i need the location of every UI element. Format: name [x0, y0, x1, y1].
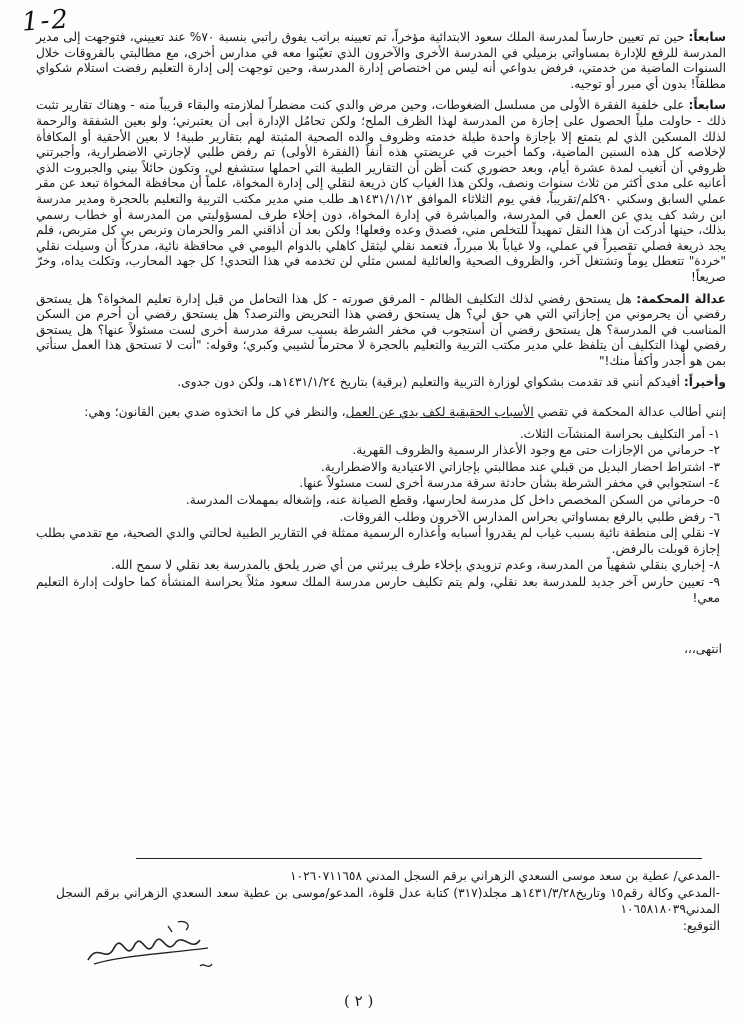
paragraph-label: سابعاً: [688, 98, 726, 113]
paragraph-seventh-salary [36, 30, 726, 92]
list-item: ٢- حرماني من الإجازات حتى مع وجود الأعذار الرسمية والظروف القهرية. [352, 443, 720, 458]
closing-text: انتهى،،، [683, 642, 722, 657]
request-underlined-text: الأسباب الحقيقية لكف يدي عن العمل [345, 405, 534, 420]
list-item: ٤- استجوابي في مخفر الشرطة بشأن حادثة سرقة مدرسة أخرى لست مسئولاً عنها. [299, 476, 720, 491]
list-item: ١- أمر التكليف بحراسة المنشآت الثلاث. [519, 426, 720, 441]
list-item: ٧- نقلي إلى منطقة نائية بسبب غياب لم يقدروا أسبابه وأعذاره الرسمية ممثلة في التقارير الطبية لحالتي والدي الصحية، مع تقدمي بطلب إجازة قوبلت بالرفض. [36, 526, 720, 556]
signature-label: التوقيع: [682, 918, 720, 933]
list-item: ٨- إخباري بنقلي شفهياً من المدرسة، وعدم تزويدي بإخلاء طرف يبرئني من أي ضرر يلحق بالمدرسة بعد نقلي لا سمح الله. [110, 558, 720, 573]
paragraph-court-questions [36, 292, 726, 370]
document-body [36, 30, 726, 658]
list-item: ٣- اشتراط احضار البديل من قبلي عند مطالبتي بإجازاتي الاعتيادية والاضطرارية. [320, 459, 720, 474]
paragraph-text: هل يستحق رفضي لذلك التكليف الظالم - المرفق صورته - كل هذا التحامل من قبل إدارة تعليم المخواة؟ هل يستحق رفضي أن يحرموني من إجازاتي التي هي حق لي؟ هل يستحق رفضي هذا التحريض والترصد؟ هل يستحق رفضي أن أحرم من السكن المناسب في المدرسة؟ هل يستحق رفضي أن أستجوب في مخفر الشرطة بسبب سرقة مدرسة أخرى لست مسئولاً عنها؟ هل يستحق رفضي لهذا التكليف أن يتلفظ علي مدير مكتب التربية والتعليم بالحجرة لا محترماً لشيبي وكبري؛ وقوله: "أنت لا تستحق هذا العمل سنأتي بمن هو أجدر وأكفأ منك!" [36, 291, 726, 368]
handwritten-signature [80, 912, 230, 978]
paragraph-text: حين تم تعيين حارساً لمدرسة الملك سعود الابتدائية مؤخراً، تم تعيينه براتب يفوق راتبي بنسبة ٧٠% عند تعييني، فتوجهت إلى مدير المدرسة للرفع للإدارة بمساواتي بزميلي في المدرسة الأخرى والآخرون الذي تعيّنوا معه في مدارس أخرى، مع مطالبتي بالفروقات خلال السنوات الماضية من خدمتي، فرفض بدواعي أنه ليس من اختصاص إدارة المدرسة، وحين توجهت إلى إدارة التعليم رفضت استلام شكواي مطلقاً! بدون أي مبرر أو توجيه. [36, 30, 726, 91]
list-item: ٥- حرماني من السكن المخصص داخل كل مدرسة لحارسها، وقطع الصيانة عنه، وإشغاله بمهملات المدرسة. [185, 493, 720, 508]
paragraph-seventh-transfer [36, 98, 726, 285]
handwritten-page-number: 1-2 [21, 4, 71, 38]
paragraph-text: أفيدكم أنني قد تقدمت بشكواي لوزارة التربية والتعليم (برقية) بتاريخ ١٤٣١/١/٢٤هـ، ولكن دون جدوى. [177, 375, 684, 390]
footer-page-number: ( ٢ ) [344, 992, 374, 1010]
requests-list [36, 427, 726, 607]
paragraph-text: على خلفية الفقرة الأولى من مسلسل الضغوطات، وحين مرض والدي كنت مضطراً لملازمته والبقاء قريباً منه - وهناك تقارير تثبت ذلك - حاولت ملياً الحصول على إجازة من المدرسة لهذا الظرف الملح؛ ولكن تحامُل الإدارة أبى أن يعتبرني؛ ولو بعين الشفقة والرحمة لذلك المسكين الذي لم يتمتع إلا بإجازة واحدة طيلة خدمته وظروف والده الصحية المثبتة لهم بتقارير طبية! لا بعين الأحقية أو المكافأة لإخلاصه كل هذه السنين الماضية، وكما أخبرت في عريضتي هذه أنفاً (الفقرة الأولى) تم رفض طلبي لإجازتي الاضطرارية، وأجبرتني ظروفي أن أتغيب لمدة عشرة أيام، وبعد حضوري كنت أظن أن التقارير الطبية التي احملها ستشفع لي، وتكون حائلاً بيني والجبروت الذي أعانيه على مدى أكثر من ثلاث سنوات ونصف، ولكن هذا الغياب كان ذريعة لنقلي إلى إدارة المخواة، علماً أن محافظة المخواة تبعد عن مقر عملي السابق وسكني ٩٠كلم/تقريباً، ففي يوم الثلاثاء الموافق ١٤٣١/١/١٢هـ طلب مني مدير مكتب التربية والتعليم بالحجرة ومدير مدرسة ابن رشد كف يدي عن العمل في المدرسة، والمباشرة في إدارة المخواة، دون إخلاء طرف لمسؤوليتي من المدرسة أو خطاب رسمي بذلك، حينها أدركت أن هذا النقل تمهيداً للتخلص مني، فصدق وعده وفعلها! ولكن بعد أن أذاقني المر والحرمان وتربص بي كل متربص، فلم يجد ذريعة فصلي تقصيراً في عملي، ولا غياباً بلا مبرراً، فتعمد نقلي ليثقل كاهلي بالدوام اليومي في محافظة نائية، مدركاً أن وسيلت نقلي "خردة" تتعطل يوماً وتشتغل آخر، والظروف الصحية والعائلية لمسن مثلي لن تخدمه في هذا التحدي! كل جهد المحارب، وتكلت يداه، وخرّ صريعاً! [36, 98, 726, 284]
paragraph-label: سابعاً: [688, 30, 726, 44]
paragraph-label: وأخيراً: [683, 375, 726, 390]
request-intro-tail: ، والنظر في كل ما اتخذوه ضدي بعين القانون؛ وهي: [84, 405, 346, 420]
request-intro-text: إنني أطالب عدالة المحكمة في تقصي [533, 405, 726, 420]
list-item: ٦- رفض طلبي بالرفع بمساواتي بحراس المدارس الآخرون وطلب الفروقات. [339, 509, 720, 524]
list-item: ٩- تعيين حارس آخر جديد للمدرسة بعد نقلي، ولم يتم تكليف حارس مدرسة الملك سعود مثلاً بحراسة المنشأة كما حاولت إدارة التعليم معي! [36, 575, 720, 605]
plaintiff-line: -المدعي/ عطية بن سعد موسى السعدي الزهراني برقم السجل المدني ١٠٢٦٠٧١١٦٥٨ [290, 869, 720, 883]
signature-divider [136, 858, 702, 859]
request-intro [36, 405, 726, 421]
paragraph-label: عدالة المحكمة: [636, 291, 727, 306]
paragraph-finally [36, 375, 726, 391]
agent-line: -المدعي وكالة رقم١٥ وتاريخ١٤٣١/٣/٢٨هـ مجلد(٣١٧) كتابة عدل قلوة، المدعو/موسى بن عطية سعد السعدي الزهراني برقم السجل المدني١٠٦٥٨١٨٠٣٩ [56, 885, 720, 916]
